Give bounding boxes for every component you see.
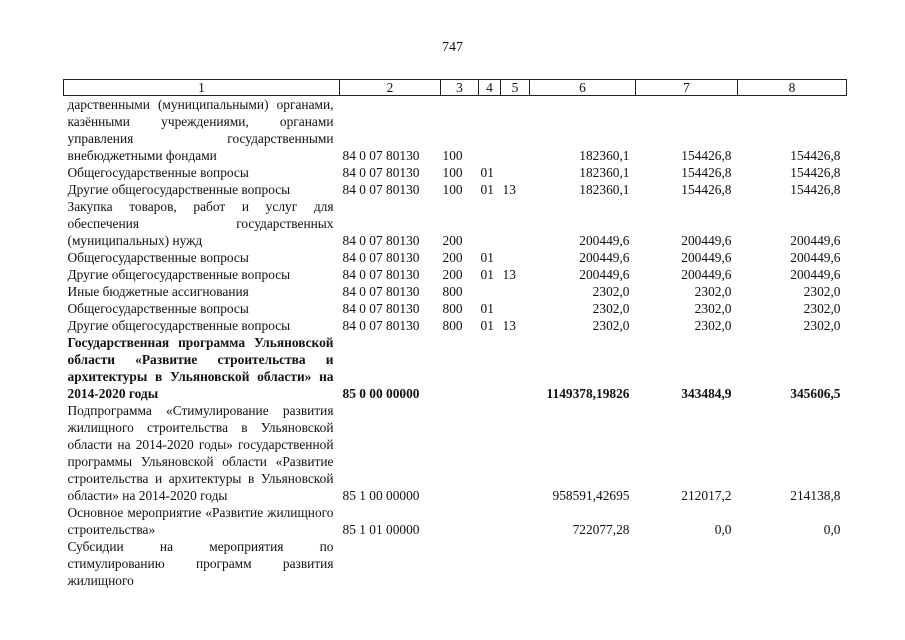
row-expense-type: 200 xyxy=(442,267,463,282)
row-amount-year-1 xyxy=(530,538,636,589)
row-code: 84 0 07 80130 xyxy=(342,148,420,163)
table-header-row xyxy=(64,80,847,96)
row-amount-year-3: 345606,5 xyxy=(790,386,841,401)
row-expense-type: 800 xyxy=(442,318,463,333)
row-expense-type: 100 xyxy=(442,182,463,197)
row-code: 84 0 07 80130 xyxy=(342,233,420,248)
row-name: Закупка товаров, работ и услуг для обеспечения государственных (муниципальных) нужд xyxy=(67,199,334,248)
row-amount-year-2: 343484,9 xyxy=(681,386,732,401)
row-amount-year-1: 722077,28 xyxy=(572,522,630,537)
row-section: 01 xyxy=(480,318,494,333)
row-name: Подпрограмма «Стимулирование развития жилищного строительства в Ульяновской области на 2014-2020 годы» государственной программы Ульяновской области «Развитие строительства и архитектуры в Ульяновской области» на 2014-2020 годы xyxy=(67,403,334,503)
row-amount-year-1: 182360,1 xyxy=(579,182,630,197)
row-expense-type xyxy=(441,538,479,589)
row-expense-type: 100 xyxy=(442,165,463,180)
row-code: 84 0 07 80130 xyxy=(342,165,420,180)
table-row xyxy=(64,402,847,504)
row-subsection xyxy=(501,402,530,504)
table-row xyxy=(64,181,847,198)
row-name: Другие общегосударственные вопросы xyxy=(67,267,291,282)
table-row xyxy=(64,249,847,266)
row-name: Общегосударственные вопросы xyxy=(67,250,249,265)
row-subsection: 13 xyxy=(502,267,516,282)
row-amount-year-2: 2302,0 xyxy=(694,284,732,299)
row-section xyxy=(479,402,501,504)
row-amount-year-1: 200449,6 xyxy=(579,233,630,248)
row-expense-type: 800 xyxy=(442,301,463,316)
row-amount-year-2 xyxy=(636,538,738,589)
row-name: Другие общегосударственные вопросы xyxy=(67,318,291,333)
row-name: Другие общегосударственные вопросы xyxy=(67,182,291,197)
table-row xyxy=(64,283,847,300)
column-header: 3 xyxy=(441,80,479,96)
column-header: 5 xyxy=(501,80,530,96)
row-amount-year-2: 154426,8 xyxy=(681,165,732,180)
row-amount-year-3: 200449,6 xyxy=(790,267,841,282)
row-expense-type xyxy=(441,504,479,538)
row-subsection xyxy=(501,96,530,165)
row-code: 84 0 07 80130 xyxy=(342,318,420,333)
column-header: 6 xyxy=(530,80,636,96)
row-amount-year-3: 214138,8 xyxy=(790,488,841,503)
column-header: 7 xyxy=(636,80,738,96)
row-subsection: 13 xyxy=(502,318,516,333)
column-header: 1 xyxy=(64,80,340,96)
table-row xyxy=(64,504,847,538)
row-section xyxy=(479,198,501,249)
row-section xyxy=(479,96,501,165)
table-row xyxy=(64,266,847,283)
row-expense-type xyxy=(441,402,479,504)
table-row xyxy=(64,317,847,334)
page-number: 747 xyxy=(442,40,463,55)
row-amount-year-3: 2302,0 xyxy=(803,301,841,316)
row-amount-year-1: 1149378,19826 xyxy=(546,386,630,401)
budget-table xyxy=(63,79,847,589)
row-subsection xyxy=(501,283,530,300)
row-amount-year-3: 200449,6 xyxy=(790,250,841,265)
row-section: 01 xyxy=(480,250,494,265)
row-section: 01 xyxy=(480,182,494,197)
row-code: 84 0 07 80130 xyxy=(342,284,420,299)
row-code: 84 0 07 80130 xyxy=(342,267,420,282)
row-name: Общегосударственные вопросы xyxy=(67,165,249,180)
row-name: Основное мероприятие «Развитие жилищного строительства» xyxy=(67,505,334,537)
table-row xyxy=(64,300,847,317)
row-code: 84 0 07 80130 xyxy=(342,182,420,197)
row-subsection xyxy=(501,334,530,402)
row-expense-type xyxy=(441,334,479,402)
row-amount-year-3: 154426,8 xyxy=(790,182,841,197)
row-amount-year-3: 200449,6 xyxy=(790,233,841,248)
row-section xyxy=(479,334,501,402)
row-amount-year-1: 200449,6 xyxy=(579,267,630,282)
row-name: дарственными (муниципальными) органами, казёнными учреждениями, органами управления государственными внебюджетными фондами xyxy=(67,97,334,163)
row-amount-year-3: 2302,0 xyxy=(803,318,841,333)
row-code: 85 1 00 00000 xyxy=(342,488,420,503)
table-row xyxy=(64,334,847,402)
row-amount-year-3: 2302,0 xyxy=(803,284,841,299)
row-subsection xyxy=(501,300,530,317)
row-code xyxy=(340,538,441,589)
row-amount-year-2: 154426,8 xyxy=(681,148,732,163)
row-section: 01 xyxy=(480,267,494,282)
row-expense-type: 200 xyxy=(442,250,463,265)
column-header: 8 xyxy=(738,80,847,96)
table-row xyxy=(64,96,847,165)
row-amount-year-2: 2302,0 xyxy=(694,318,732,333)
row-name: Иные бюджетные ассигнования xyxy=(67,284,249,299)
row-amount-year-3: 154426,8 xyxy=(790,165,841,180)
column-header: 2 xyxy=(340,80,441,96)
row-amount-year-1: 958591,42695 xyxy=(552,488,630,503)
row-subsection xyxy=(501,249,530,266)
table-row xyxy=(64,164,847,181)
row-amount-year-1: 2302,0 xyxy=(592,301,630,316)
row-amount-year-3 xyxy=(738,538,847,589)
row-amount-year-3: 154426,8 xyxy=(790,148,841,163)
row-section: 01 xyxy=(480,301,494,316)
row-subsection xyxy=(501,504,530,538)
row-subsection xyxy=(501,164,530,181)
row-subsection xyxy=(501,198,530,249)
row-name: Государственная программа Ульяновской области «Развитие строительства и архитектуры в Ульяновской области» на 2014-2020 годы xyxy=(67,335,334,401)
row-subsection xyxy=(501,538,530,589)
row-amount-year-2: 212017,2 xyxy=(681,488,732,503)
table-body xyxy=(64,96,847,590)
row-name: Общегосударственные вопросы xyxy=(67,301,249,316)
row-section: 01 xyxy=(480,165,494,180)
row-amount-year-1: 2302,0 xyxy=(592,318,630,333)
row-amount-year-3: 0,0 xyxy=(823,522,841,537)
row-amount-year-1: 182360,1 xyxy=(579,148,630,163)
column-header: 4 xyxy=(479,80,501,96)
row-code: 84 0 07 80130 xyxy=(342,301,420,316)
row-expense-type: 200 xyxy=(442,233,463,248)
row-amount-year-1: 200449,6 xyxy=(579,250,630,265)
row-amount-year-2: 154426,8 xyxy=(681,182,732,197)
row-name: Субсидии на мероприятия по стимулированию программ развития жилищного xyxy=(67,539,334,588)
row-subsection: 13 xyxy=(502,182,516,197)
row-expense-type: 800 xyxy=(442,284,463,299)
row-section xyxy=(479,504,501,538)
row-amount-year-2: 200449,6 xyxy=(681,233,732,248)
table-row xyxy=(64,198,847,249)
row-amount-year-1: 2302,0 xyxy=(592,284,630,299)
row-code: 85 0 00 00000 xyxy=(342,386,420,401)
row-code: 85 1 01 00000 xyxy=(342,522,420,537)
row-amount-year-2: 200449,6 xyxy=(681,267,732,282)
row-amount-year-2: 200449,6 xyxy=(681,250,732,265)
row-code: 84 0 07 80130 xyxy=(342,250,420,265)
row-section xyxy=(479,283,501,300)
table-row xyxy=(64,538,847,589)
row-expense-type: 100 xyxy=(442,148,463,163)
row-amount-year-2: 0,0 xyxy=(714,522,732,537)
row-amount-year-2: 2302,0 xyxy=(694,301,732,316)
row-section xyxy=(479,538,501,589)
row-amount-year-1: 182360,1 xyxy=(579,165,630,180)
